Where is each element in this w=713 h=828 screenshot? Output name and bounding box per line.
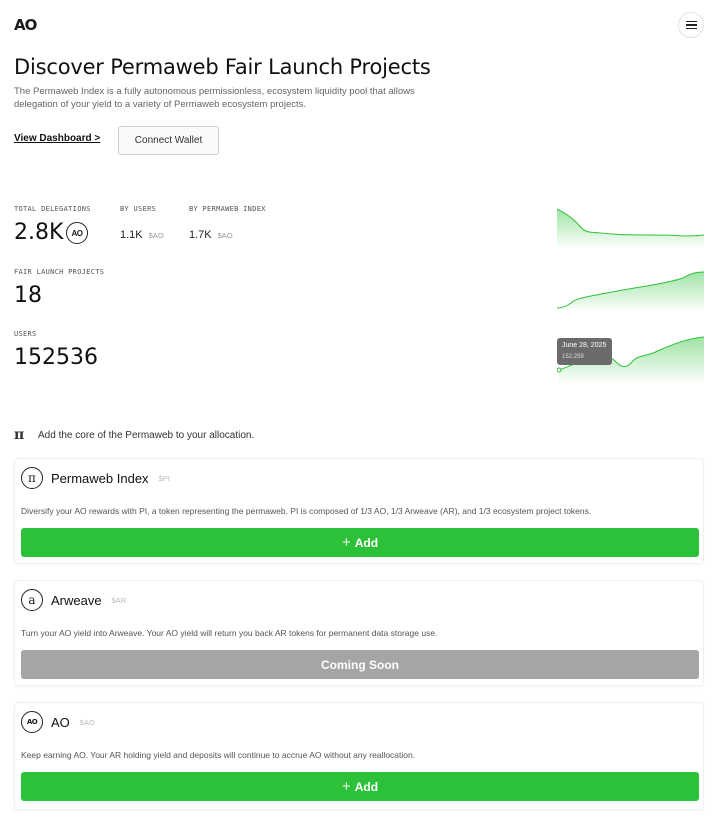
pi-token-icon: π bbox=[21, 467, 43, 489]
by-permaweb-index-stat bbox=[189, 229, 233, 241]
arweave-token-icon: a bbox=[21, 589, 43, 611]
fair-launch-projects-value: 18 bbox=[14, 283, 42, 308]
add-button-label: Add bbox=[354, 779, 379, 794]
add-ao-button[interactable] bbox=[21, 772, 699, 801]
connect-wallet-button[interactable]: Connect Wallet bbox=[118, 126, 219, 155]
hamburger-menu-icon bbox=[686, 21, 697, 30]
token-ticker: $AR bbox=[111, 595, 127, 605]
delegations-sparkline bbox=[557, 207, 704, 247]
by-users-stat bbox=[120, 229, 164, 241]
token-card-header bbox=[21, 467, 170, 489]
token-description: Turn your AO yield into Arweave. Your AO yield will return you back AR tokens for permanent data storage use. bbox=[21, 628, 438, 638]
token-card-header bbox=[21, 589, 126, 611]
hover-point-marker bbox=[557, 368, 561, 372]
total-delegations-value: 2.8K bbox=[14, 220, 64, 245]
token-description: Keep earning AO. Your AR holding yield and deposits will continue to accrue AO without any reallocation. bbox=[21, 750, 416, 760]
core-allocation-text: Add the core of the Permaweb to your allocation. bbox=[38, 429, 255, 441]
chart-tooltip bbox=[557, 338, 612, 365]
menu-button[interactable] bbox=[678, 12, 704, 38]
token-card-permaweb-index bbox=[14, 458, 704, 564]
tooltip-date: June 28, 2025 bbox=[562, 342, 607, 349]
token-description: Diversify your AO rewards with PI, a token representing the permaweb. PI is composed of 1/3 AO, 1/3 Arweave (AR), and 1/3 ecosystem project tokens. bbox=[21, 506, 592, 516]
add-permaweb-index-button[interactable] bbox=[21, 528, 699, 557]
plus-icon: + bbox=[341, 534, 351, 551]
total-delegations-label: TOTAL DELEGATIONS bbox=[14, 205, 91, 213]
token-name: Permaweb Index bbox=[51, 470, 149, 486]
by-users-unit: $AO bbox=[148, 231, 164, 240]
token-card-ao bbox=[14, 702, 704, 810]
page-description: The Permaweb Index is a fully autonomous permissionless, ecosystem liquidity pool that allows delegation of your yield to a variety of Permaweb ecosystem projects. bbox=[14, 86, 415, 110]
token-card-arweave bbox=[14, 580, 704, 686]
by-permaweb-index-value: 1.7K bbox=[189, 229, 212, 241]
token-ticker: $AO bbox=[79, 717, 95, 727]
projects-sparkline bbox=[557, 268, 704, 310]
tooltip-value: 152,259 bbox=[562, 354, 584, 360]
token-name: AO bbox=[51, 714, 70, 730]
token-name: Arweave bbox=[51, 592, 102, 608]
add-button-label: Add bbox=[354, 535, 379, 550]
view-dashboard-link[interactable]: View Dashboard > bbox=[14, 133, 101, 144]
fair-launch-projects-label: FAIR LAUNCH PROJECTS bbox=[14, 268, 105, 276]
by-users-label: BY USERS bbox=[120, 205, 157, 213]
coming-soon-button: Coming Soon bbox=[21, 650, 699, 679]
page-title: Discover Permaweb Fair Launch Projects bbox=[14, 55, 431, 79]
by-users-value: 1.1K bbox=[120, 229, 143, 241]
pi-glyph-icon: π bbox=[14, 427, 25, 443]
ao-logo[interactable]: AO bbox=[14, 16, 37, 34]
ao-token-icon: AO bbox=[66, 222, 88, 244]
token-card-header bbox=[21, 711, 95, 733]
token-ticker: $PI bbox=[158, 473, 170, 483]
users-value: 152536 bbox=[14, 345, 98, 370]
plus-icon: + bbox=[341, 778, 351, 795]
ao-token-icon: AO bbox=[21, 711, 43, 733]
by-permaweb-index-unit: $AO bbox=[217, 231, 233, 240]
core-allocation-prompt bbox=[14, 427, 254, 443]
users-label: USERS bbox=[14, 330, 37, 338]
by-permaweb-index-label: BY PERMAWEB INDEX bbox=[189, 205, 266, 213]
